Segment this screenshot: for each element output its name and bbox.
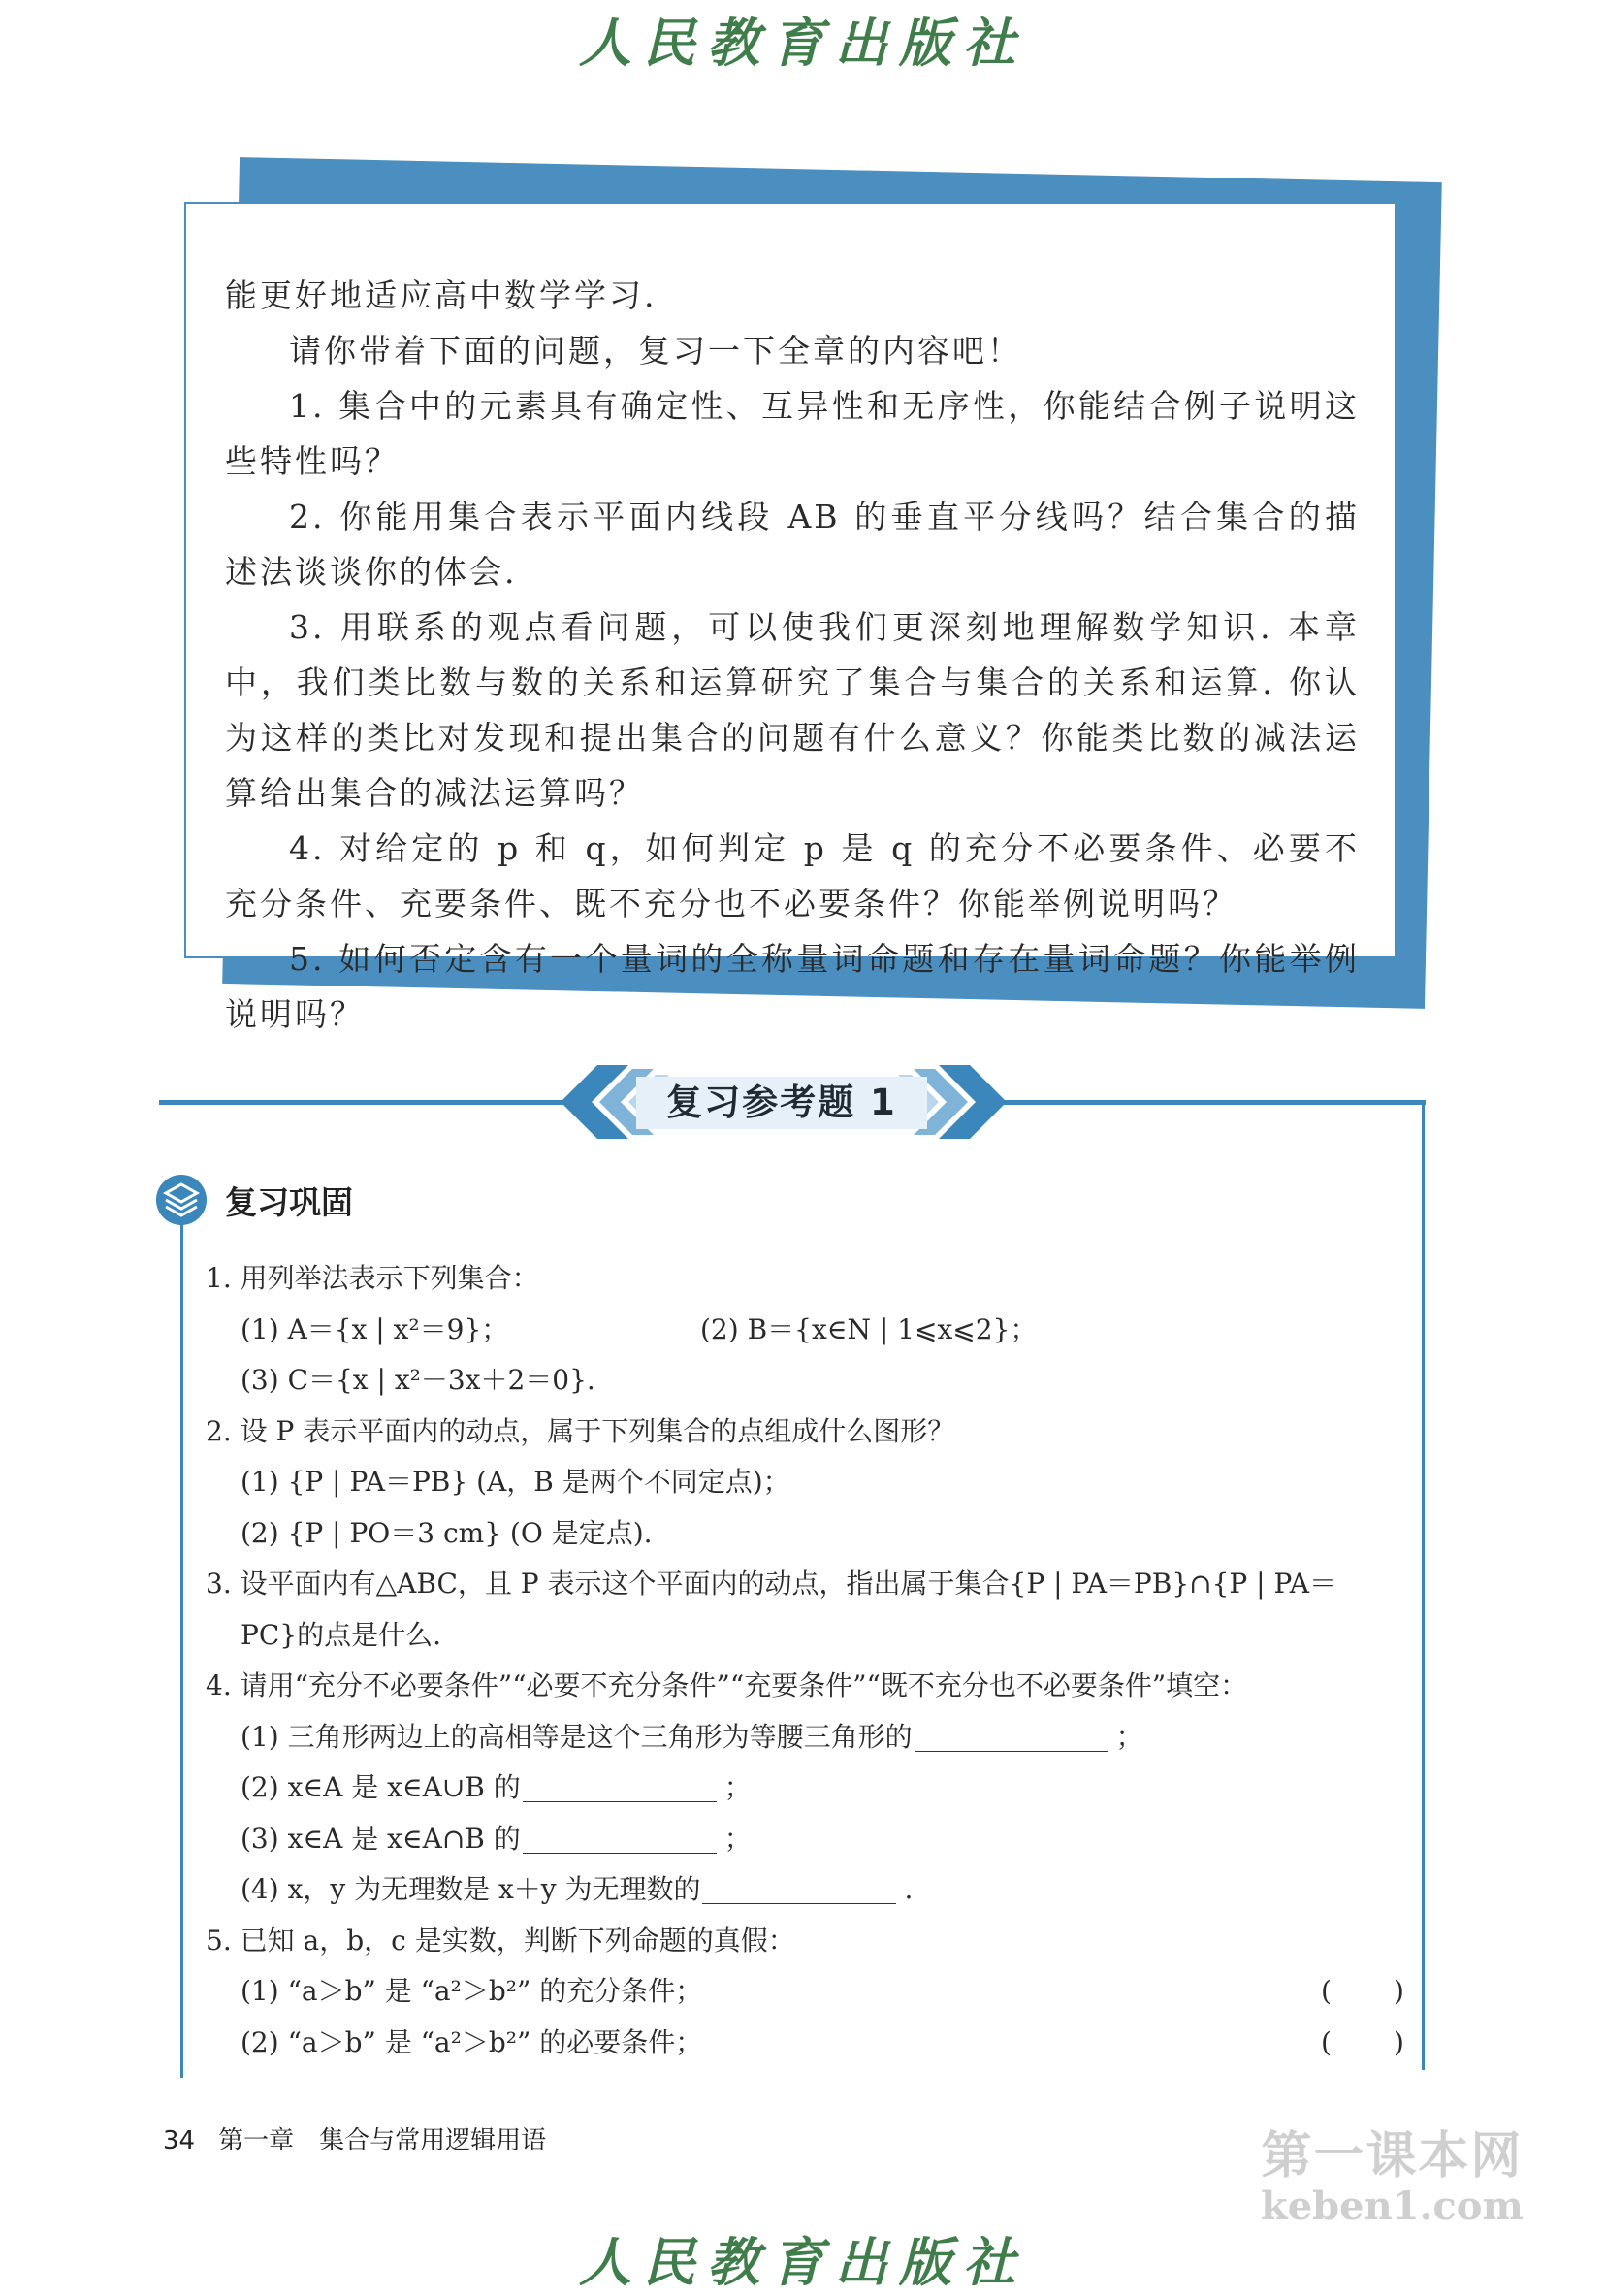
exercise-subitem xyxy=(206,1305,1408,1356)
exercise-part: (3) x∈A 是 x∈A∩B 的 xyxy=(241,1822,521,1855)
fill-blank[interactable] xyxy=(523,1820,717,1854)
exercise-punct: ； xyxy=(723,1822,752,1855)
section-left-border xyxy=(180,1224,183,2078)
section-right-border xyxy=(1422,1100,1425,2070)
exercise-part: (2) x∈A 是 x∈A∪B 的 xyxy=(241,1771,521,1803)
layers-icon xyxy=(155,1174,208,1226)
exercise-punct: . xyxy=(904,1873,914,1905)
publisher-logo-bottom: 人民教育出版社 xyxy=(579,2231,1027,2293)
chapter-title: 集合与常用逻辑用语 xyxy=(319,2126,547,2155)
watermark xyxy=(1261,2115,1524,2229)
review-paragraph: 能更好地适应高中数学学习. xyxy=(225,276,658,314)
review-question: 2. 你能用集合表示平面内线段 AB 的垂直平分线吗？结合集合的描述法谈谈你的体会. xyxy=(225,498,1360,591)
exercise-item: 3. 设平面内有△ABC，且 P 表示这个平面内的动点，指出属于集合{P | PA＝PB}∩{P | PA＝ xyxy=(206,1568,1336,1600)
exercise-punct: ； xyxy=(723,1771,752,1803)
exercise-subitem xyxy=(206,1814,1408,1865)
exercise-part: (2) B＝{x∈N | 1⩽x⩽2}； xyxy=(700,1312,1038,1345)
watermark-url: keben1.com xyxy=(1261,2183,1524,2229)
subsection-title: 复习巩固 xyxy=(225,1183,353,1221)
fill-blank[interactable] xyxy=(915,1718,1108,1752)
review-question: 4. 对给定的 p 和 q，如何判定 p 是 q 的充分不必要条件、必要不充分条件、充要条件、既不充分也不必要条件？你能举例说明吗？ xyxy=(225,829,1360,922)
review-question: 3. 用联系的观点看问题，可以使我们更深刻地理解数学知识. 本章中，我们类比数与数的关系和运算研究了集合与集合的关系和运算. 你认为这样的类比对发现和提出集合的问题有什么意义？你能类比数的减法运算给出集合的减法运算吗？ xyxy=(225,608,1360,812)
page-number: 34 xyxy=(163,2126,196,2155)
watermark-title: 第一课本网 xyxy=(1261,2127,1524,2185)
page-footer xyxy=(163,2120,546,2156)
exercise-subitem xyxy=(206,1966,1408,2018)
review-question: 5. 如何否定含有一个量词的全称量词命题和存在量词命题？你能举例说明吗？ xyxy=(225,940,1360,1033)
section-title: 复习参考题 1 xyxy=(636,1077,927,1129)
exercise-punct: ； xyxy=(1115,1720,1143,1753)
exercise-subitem xyxy=(206,2018,1408,2069)
answer-parentheses[interactable]: ( ) xyxy=(1321,1975,1404,2007)
fill-blank[interactable] xyxy=(523,1768,717,1802)
exercise-subitem xyxy=(206,1712,1408,1763)
exercise-subitem: (2) {P | PO＝3 cm} (O 是定点). xyxy=(241,1516,653,1549)
exercise-list xyxy=(206,1253,1408,2068)
publisher-logo-top: 人民教育出版社 xyxy=(579,12,1027,74)
exercise-part: (1) 三角形两边上的高相等是这个三角形为等腰三角形的 xyxy=(241,1720,913,1753)
section-rule-right xyxy=(999,1100,1426,1105)
exercise-item: 1. 用列举法表示下列集合： xyxy=(206,1262,539,1294)
chapter-label: 第一章 xyxy=(218,2126,295,2155)
exercise-part: (1) A＝{x | x²＝9}； xyxy=(241,1312,509,1345)
exercise-item-continued: PC}的点是什么. xyxy=(241,1618,441,1651)
exercise-item: 4. 请用“充分不必要条件”“必要不充分条件”“充要条件”“既不充分也不必要条件”填空： xyxy=(206,1669,1248,1701)
exercise-part: (4) x，y 为无理数是 x＋y 为无理数的 xyxy=(241,1873,701,1905)
exercise-item: 5. 已知 a，b，c 是实数，判断下列命题的真假： xyxy=(206,1924,795,1956)
answer-parentheses[interactable]: ( ) xyxy=(1321,2025,1404,2058)
review-paragraph: 请你带着下面的问题，复习一下全章的内容吧！ xyxy=(289,332,1022,370)
fill-blank[interactable] xyxy=(702,1870,896,1904)
exercise-part: (2) “a＞b” 是 “a²＞b²” 的必要条件； xyxy=(241,2025,703,2058)
review-box xyxy=(184,202,1397,1033)
exercise-part: (1) “a＞b” 是 “a²＞b²” 的充分条件； xyxy=(241,1975,703,2007)
exercise-subitem: (1) {P | PA＝PB} (A，B 是两个不同定点)； xyxy=(241,1466,790,1498)
review-question: 1. 集合中的元素具有确定性、互异性和无序性，你能结合例子说明这些特性吗？ xyxy=(225,387,1360,480)
section-rule-left xyxy=(159,1100,566,1105)
exercise-subitem xyxy=(206,1762,1408,1814)
exercise-subitem xyxy=(206,1864,1408,1916)
exercise-subitem: (3) C＝{x | x²－3x＋2＝0}. xyxy=(241,1364,595,1396)
exercise-item: 2. 设 P 表示平面内的动点，属于下列集合的点组成什么图形？ xyxy=(206,1414,955,1447)
